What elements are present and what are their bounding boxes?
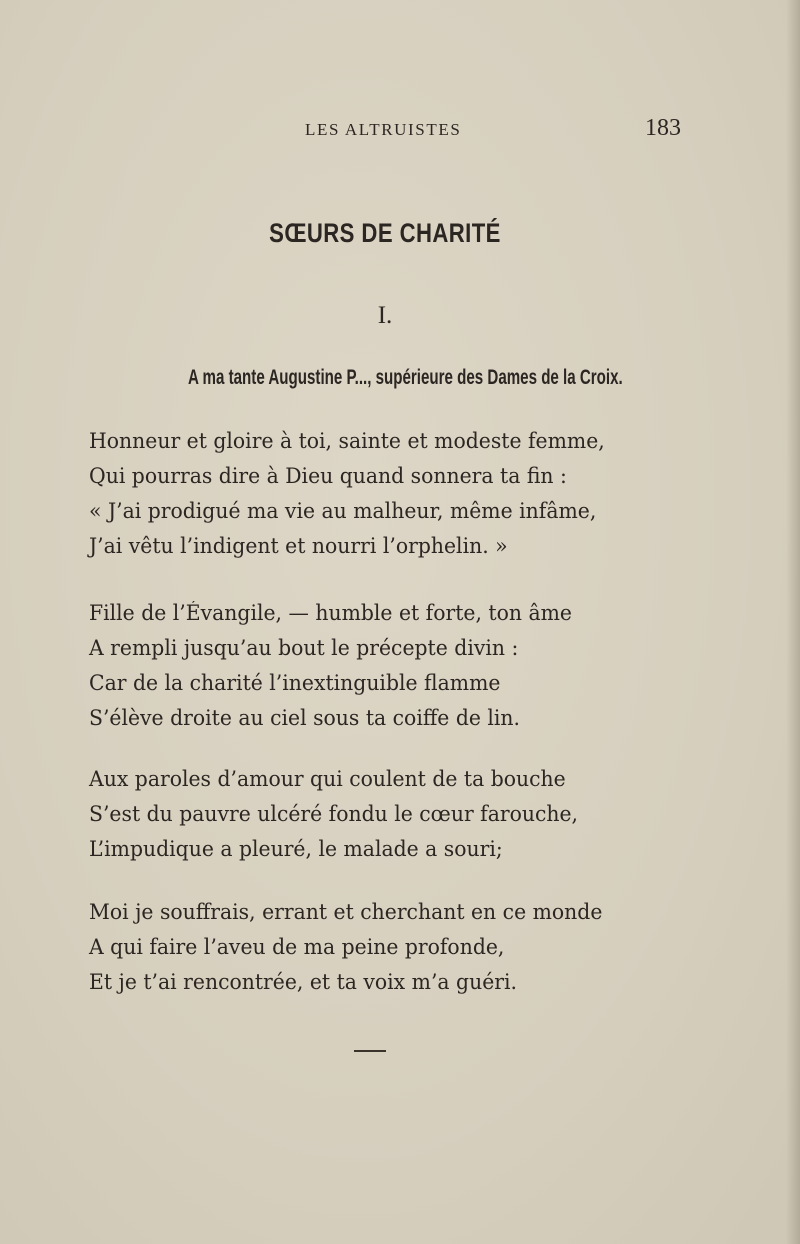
end-rule (354, 1050, 386, 1052)
verse-line: Honneur et gloire à toi, sainte et modeste femme, (89, 429, 605, 453)
verse-line: A qui faire l’aveu de ma peine profonde, (89, 935, 505, 959)
poem-title: SŒURS DE CHARITÉ (269, 218, 501, 248)
verse-line: L’impudique a pleuré, le malade a souri; (89, 837, 503, 861)
verse-line: Aux paroles d’amour qui coulent de ta bouche (89, 767, 566, 791)
verse-line: Moi je souffrais, errant et cherchant en ce monde (89, 900, 603, 924)
verse-line: Car de la charité l’inextinguible flamme (89, 671, 501, 695)
stanza-3 (89, 762, 709, 867)
verse-line: A rempli jusqu’au bout le précepte divin : (89, 636, 519, 660)
page-number: 183 (645, 115, 681, 141)
page-edge-shadow (786, 0, 800, 1244)
section-numeral: I. (377, 302, 393, 329)
verse-line: J’ai vêtu l’indigent et nourri l’orphelin. » (89, 534, 508, 558)
verse-line: « J’ai prodigué ma vie au malheur, même infâme, (89, 499, 597, 523)
verse-line: Qui pourras dire à Dieu quand sonnera ta fin : (89, 464, 567, 488)
stanza-4 (89, 895, 709, 1000)
dedication: A ma tante Augustine P..., supérieure des Dames de la Croix. (188, 366, 623, 389)
verse-line: S’est du pauvre ulcéré fondu le cœur farouche, (89, 802, 579, 826)
running-title: LES ALTRUISTES (305, 120, 462, 139)
verse-line: Fille de l’Évangile, — humble et forte, ton âme (89, 601, 572, 625)
verse-line: S’élève droite au ciel sous ta coiffe de lin. (89, 706, 521, 730)
stanza-1 (89, 424, 709, 564)
stanza-2 (89, 596, 709, 736)
verse-line: Et je t’ai rencontrée, et ta voix m’a guéri. (89, 970, 517, 994)
running-header (0, 117, 800, 145)
